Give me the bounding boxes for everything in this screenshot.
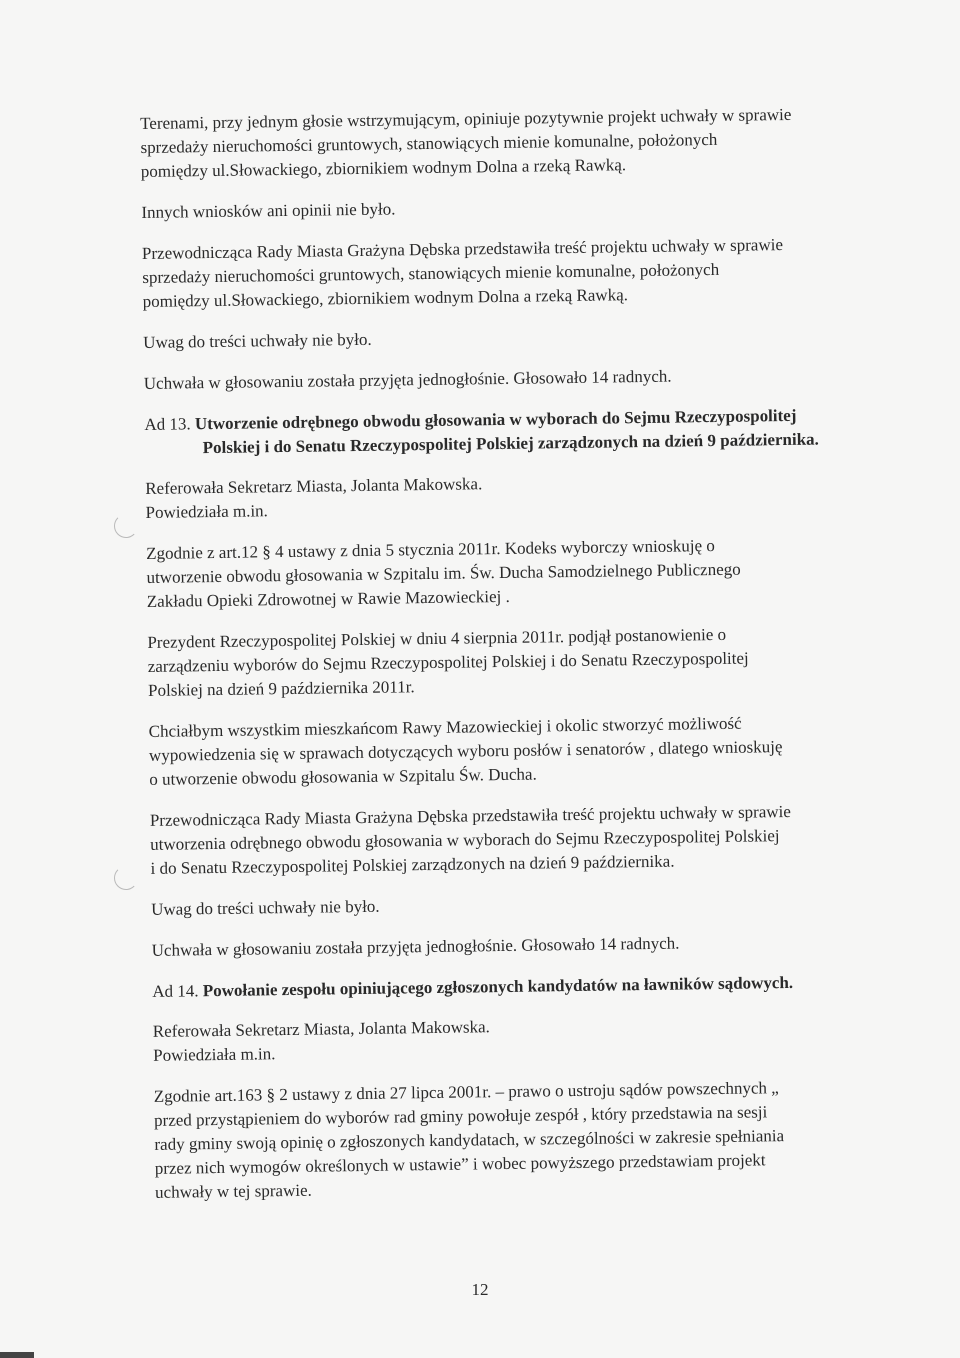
paragraph: Przewodnicząca Rady Miasta Grażyna Dębska przedstawiła treść projektu uchwały w sprawie utworzenia odrębnego obwodu głosowania w wyborach do Sejmu Rzeczypospolitej Polskiej i do Senatu Rzeczypospolitej Polskiej zarządzonych na dzień 9 października. — [149, 801, 791, 878]
agenda-item-title-continued: Polskiej i do Senatu Rzeczypospolitej Polskiej zarządzonych na dzień 9 października. — [202, 429, 819, 458]
punch-hole-mark — [114, 514, 138, 538]
document-body — [140, 101, 915, 1222]
paragraph: Innych wniosków ani opinii nie było. — [141, 199, 396, 222]
agenda-item-heading — [144, 402, 905, 461]
page-number: 12 — [471, 1280, 489, 1299]
agenda-item-heading — [152, 969, 912, 1004]
paragraph: Prezydent Rzeczypospolitej Polskiej w dniu 4 sierpnia 2011r. podjął postanowienie o zarządzeniu wyborów do Sejmu Rzeczypospolitej Polskiej i do Senatu Rzeczypospolitej Polskiej na dzień 9 października 2011r. — [147, 624, 749, 700]
agenda-item-label: Ad 14. — [152, 981, 199, 1001]
paragraph: Zgodnie art.163 § 2 ustawy z dnia 27 lipca 2001r. – prawo o ustroju sądów powszechnych „ przed przystąpieniem do wyborów rad gminy powołuje zespół , który przedstawia na sesji rady gminy swoją opinię o zgłoszonych kandydatach, w szczególności w zakresie spełniania przez nich wymogów określonych w ustawie” i wobec powyższego przedstawiam projekt uchwały w tej sprawie. — [153, 1078, 785, 1202]
paragraph: Referowała Sekretarz Miasta, Jolanta Makowska. Powiedziała m.in. — [145, 474, 483, 522]
paragraph: Uchwała w głosowaniu została przyjęta jednogłośnie. Głosowało 14 radnych. — [151, 933, 680, 960]
scan-edge-mark — [0, 1352, 34, 1358]
paragraph: Uchwała w głosowaniu została przyjęta jednogłośnie. Głosowało 14 radnych. — [143, 366, 672, 393]
paragraph: Uwag do treści uchwały nie było. — [143, 329, 372, 352]
paragraph: Chciałbym wszystkim mieszkańcom Rawy Mazowieckiej i okolic stworzyć możliwość wypowiedzenia się w sprawach dotyczących wyboru posłów i senatorów , dlatego wnioskuję o utworzenie obwodu głosowania w Szpitalu Św. Ducha. — [148, 713, 783, 789]
paragraph: Zgodnie z art.12 § 4 ustawy z dnia 5 stycznia 2011r. Kodeks wyborczy wnioskuję o utworzenie obwodu głosowania w Szpitalu im. Św. Ducha Samodzielnego Publicznego Zakładu Opieki Zdrowotnej w Rawie Mazowieckiej . — [146, 536, 741, 611]
agenda-item-title: Powołanie zespołu opiniującego zgłoszonych kandydatów na ławników sądowych. — [202, 972, 794, 1001]
paragraph: Uwag do treści uchwały nie było. — [151, 896, 380, 919]
paragraph: Przewodnicząca Rady Miasta Grażyna Dębska przedstawiła treść projektu uchwały w sprawie sprzedaży nieruchomości gruntowych, stanowiących mienie komunalne, położonych pomiędzy ul.Słowackiego, zbiornikiem wodnym Dolna a rzeką Rawką. — [141, 235, 784, 311]
paragraph: Referowała Sekretarz Miasta, Jolanta Makowska. Powiedziała m.in. — [152, 1017, 490, 1065]
paragraph: Terenami, przy jednym głosie wstrzymującym, opiniuje pozytywnie projekt uchwały w sprawie sprzedaży nieruchomości gruntowych, stanowiących mienie komunalne, położonych pomiędzy ul.Słowackiego, zbiornikiem wodnym Dolna a rzeką Rawką. — [140, 104, 792, 181]
punch-hole-mark — [114, 866, 138, 890]
agenda-item-title: Utworzenie odrębnego obwodu głosowania w wyborach do Sejmu Rzeczypospolitej — [194, 405, 797, 434]
agenda-item-label: Ad 13. — [144, 414, 191, 434]
